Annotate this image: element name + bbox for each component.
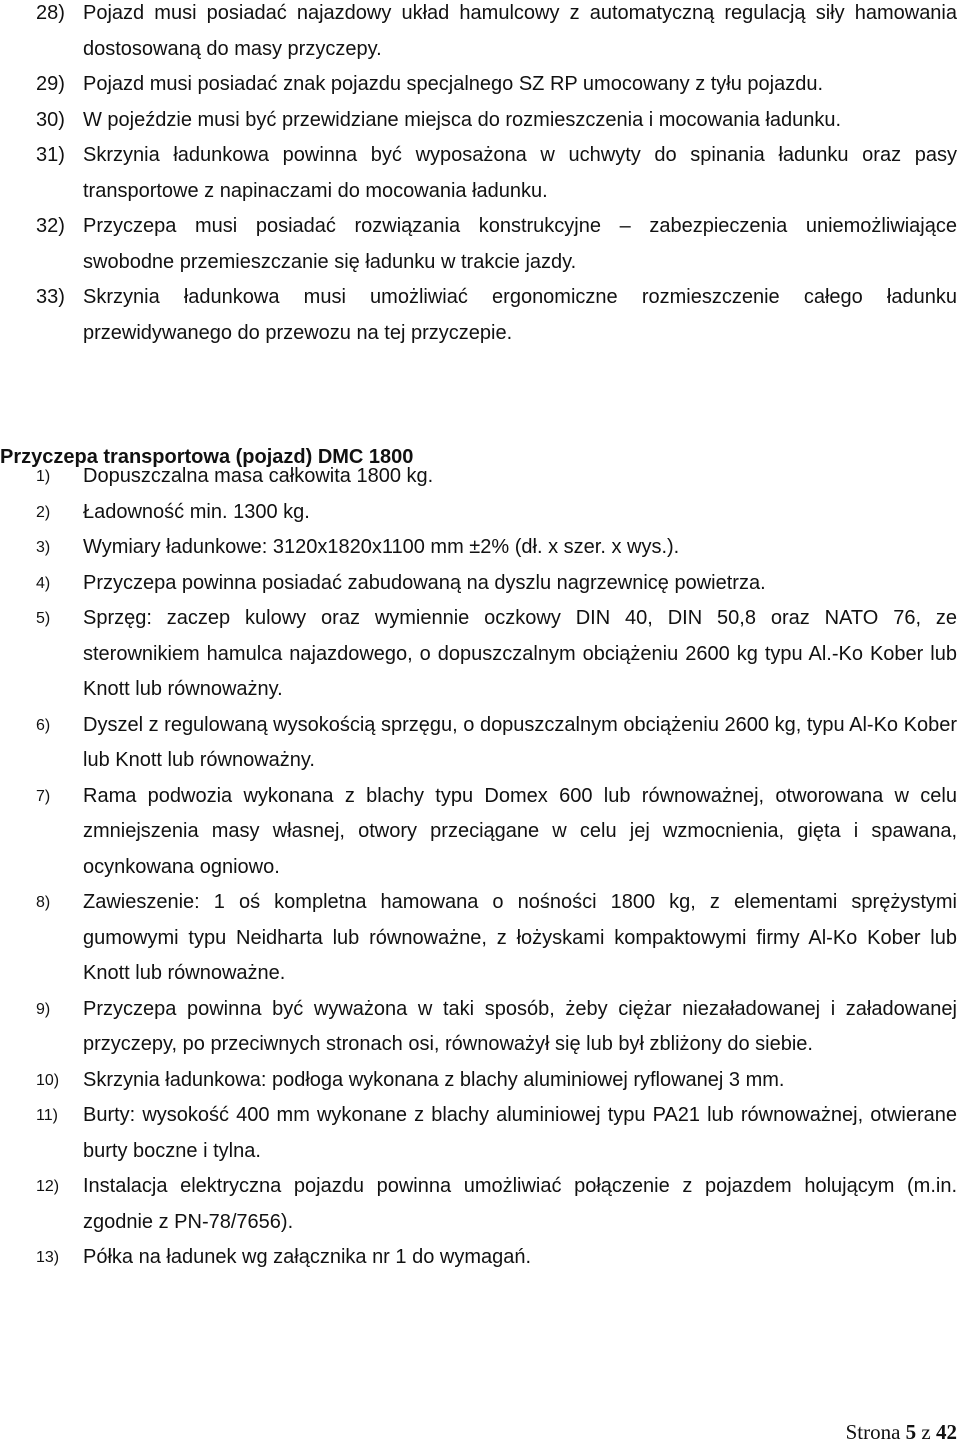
- list-item: [0, 708, 957, 779]
- item-number: 31): [36, 144, 65, 166]
- item-text: Instalacja elektryczna pojazdu powinna umożliwiać połączenie z pojazdem holującym (m.in. zgodnie z PN-78/7656).: [83, 1175, 957, 1233]
- page-separator: z: [921, 1420, 931, 1444]
- item-number: 32): [36, 215, 65, 237]
- page-label: Strona: [845, 1420, 901, 1444]
- item-number: 1): [36, 468, 51, 485]
- item-text: Wymiary ładunkowe: 3120x1820x1100 mm ±2% (dł. x szer. x wys.).: [83, 536, 680, 558]
- list-item: [0, 209, 957, 280]
- list-item: [0, 566, 957, 602]
- item-text: Sprzęg: zaczep kulowy oraz wymiennie oczkowy DIN 40, DIN 50,8 oraz NATO 76, ze sterownikiem hamulca najazdowego, o dopuszczalnym obciążeniu 2600 kg typu Al.-Ko Kober lub Knott lub równoważny.: [83, 607, 957, 700]
- item-number: 7): [36, 787, 51, 805]
- item-text: Pojazd musi posiadać najazdowy układ hamulcowy z automatyczną regulacją siły hamowania dostosowaną do masy przyczepy.: [83, 2, 957, 60]
- page-number: 5: [905, 1420, 917, 1444]
- item-text: Przyczepa powinna posiadać zabudowaną na dyszlu nagrzewnicę powietrza.: [83, 571, 766, 594]
- requirements-list-continued: [0, 0, 957, 351]
- item-text: Skrzynia ładunkowa: podłoga wykonana z blachy aluminiowej ryflowanej 3 mm.: [83, 1068, 785, 1091]
- item-number: 9): [36, 1000, 51, 1018]
- item-text: Rama podwozia wykonana z blachy typu Domex 600 lub równoważnej, otworowana w celu zmniejszenia masy własnej, otwory przeciągane w celu jej wzmocnienia, gięta i spawana, ocynkowana ogniowo.: [83, 784, 957, 878]
- item-number: 10): [36, 1071, 60, 1089]
- item-number: 30): [36, 108, 65, 131]
- item-text: Skrzynia ładunkowa musi umożliwiać ergonomiczne rozmieszczenie całego ładunku przewidywanego do przewozu na tej przyczepie.: [83, 286, 957, 344]
- item-number: 29): [36, 73, 65, 95]
- list-item: [0, 779, 957, 886]
- list-item: [0, 67, 957, 103]
- item-text: W pojeździe musi być przewidziane miejsca do rozmieszczenia i mocowania ładunku.: [83, 108, 842, 131]
- list-item: [0, 495, 957, 531]
- list-item: [0, 1063, 957, 1099]
- total-pages: 42: [936, 1420, 957, 1444]
- item-text: Pojazd musi posiadać znak pojazdu specjalnego SZ RP umocowany z tyłu pojazdu.: [83, 73, 824, 95]
- list-item: [0, 1240, 957, 1276]
- item-number: 33): [36, 286, 65, 308]
- item-text: Zawieszenie: 1 oś kompletna hamowana o nośności 1800 kg, z elementami sprężystymi gumowymi typu Neidharta lub równoważne, z łożyskami kompaktowymi firmy Al-Ko Kober lub Knott lub równoważne.: [83, 891, 957, 984]
- list-item: [0, 1169, 957, 1240]
- item-number: 4): [36, 574, 51, 592]
- list-item: [0, 992, 957, 1063]
- list-item: [0, 280, 957, 351]
- item-text: Ładowność min. 1300 kg.: [83, 500, 310, 523]
- list-item: [0, 530, 957, 566]
- item-text: Dopuszczalna masa całkowita 1800 kg.: [83, 465, 434, 487]
- item-number: 11): [36, 1107, 58, 1124]
- item-number: 2): [36, 503, 51, 521]
- list-item: [0, 1098, 957, 1169]
- item-text: Dyszel z regulowaną wysokością sprzęgu, o dopuszczalnym obciążeniu 2600 kg, typu Al-Ko Kober lub Knott lub równoważny.: [83, 713, 957, 771]
- list-item: [0, 459, 957, 495]
- list-item: [0, 601, 957, 708]
- item-text: Półka na ładunek wg załącznika nr 1 do wymagań.: [83, 1246, 532, 1268]
- item-number: 13): [36, 1249, 60, 1266]
- item-number: 28): [36, 2, 65, 24]
- list-item: [0, 103, 957, 139]
- item-text: Skrzynia ładunkowa powinna być wyposażona w uchwyty do spinania ładunku oraz pasy transportowe z napinaczami do mocowania ładunku.: [83, 144, 957, 202]
- item-number: 8): [36, 894, 51, 911]
- list-item: [0, 138, 957, 209]
- item-number: 6): [36, 716, 51, 734]
- item-text: Przyczepa musi posiadać rozwiązania konstrukcyjne – zabezpieczenia uniemożliwiające swobodne przemieszczanie się ładunku w trakcie jazdy.: [83, 215, 957, 273]
- list-item: [0, 0, 957, 67]
- item-text: Burty: wysokość 400 mm wykonane z blachy aluminiowej typu PA21 lub równoważnej, otwierane burty boczne i tylna.: [83, 1104, 957, 1162]
- trailer-specification-list: [0, 459, 957, 1276]
- list-item: [0, 885, 957, 992]
- item-number: 5): [36, 610, 51, 627]
- section-heading: Przyczepa transportowa (pojazd) DMC 1800: [0, 445, 414, 468]
- page-footer: [846, 1418, 957, 1446]
- item-number: 12): [36, 1178, 60, 1195]
- item-text: Przyczepa powinna być wyważona w taki sposób, żeby ciężar niezaładowanej i załadowanej przyczepy, po przeciwnych stronach osi, równoważył się lub był zbliżony do siebie.: [83, 997, 957, 1055]
- item-number: 3): [36, 539, 51, 556]
